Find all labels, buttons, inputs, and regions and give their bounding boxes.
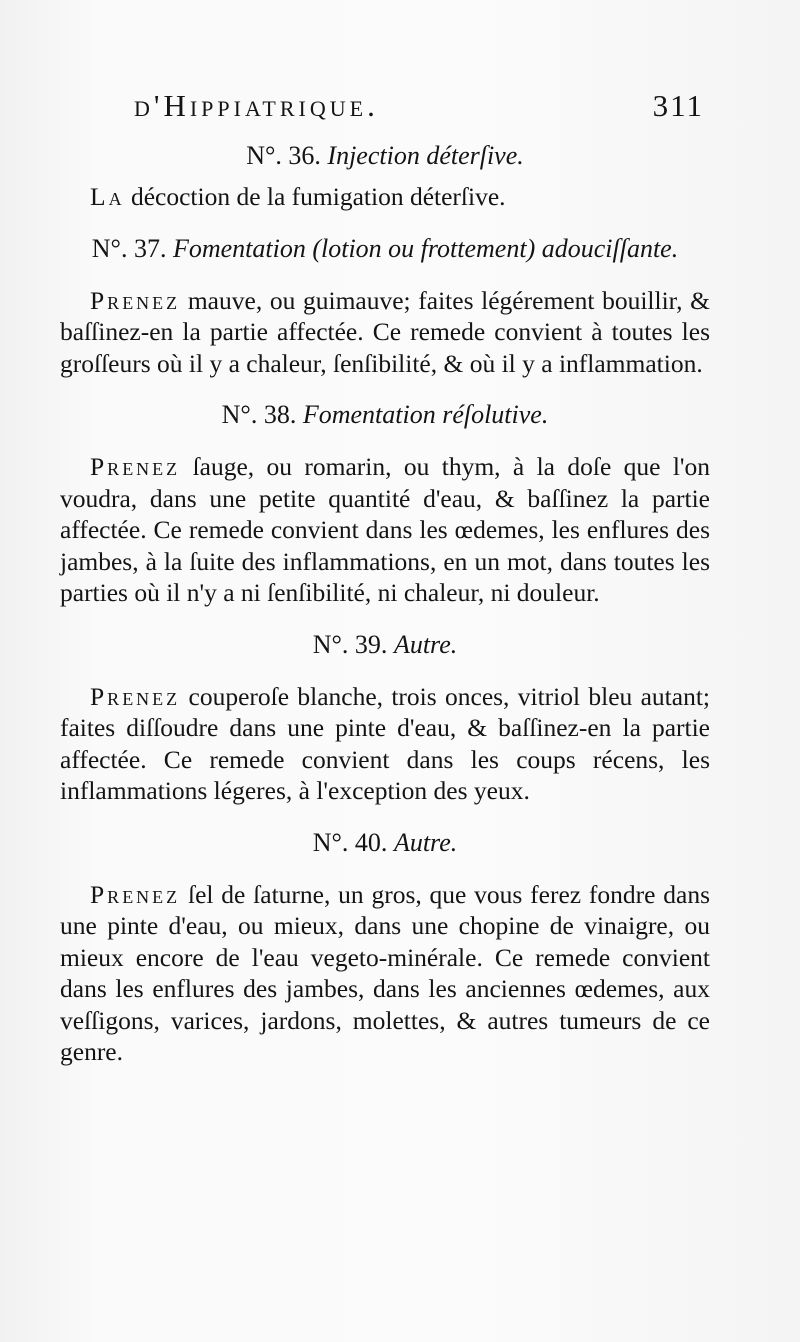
- section-number: N°. 36.: [246, 141, 321, 170]
- running-head: [134, 88, 704, 128]
- section-number: N°. 40.: [312, 827, 388, 857]
- section-number: N°. 37.: [91, 233, 167, 263]
- paragraph-body: ſauge, ou romarin, ou thym, à la doſe que l'on voudra, dans une petite quantité d'eau, & baſſinez la partie affectée. Ce remede convient dans les œdemes, les enflures des jambes, à la ſuite des inflammations, en un mot, dans toutes les parties où il n'y a ni ſenſibilité, ni chaleur, ni douleur.: [60, 452, 711, 607]
- paragraph-lead: Prenez: [90, 681, 181, 711]
- section-heading-36: [60, 140, 710, 172]
- section-title: Fomentation réſolutive.: [302, 400, 549, 429]
- section-paragraph-38: [60, 451, 710, 609]
- section-paragraph-40: [60, 879, 710, 1068]
- section-paragraph-39: [60, 681, 710, 807]
- running-head-title: d'Hippiatrique.: [134, 88, 379, 123]
- paragraph-lead: Prenez: [90, 452, 181, 481]
- section-paragraph-36: [60, 181, 710, 213]
- paragraph-lead: La: [90, 182, 125, 211]
- section-title: Fomentation (lotion ou frottement) adouciſſante.: [172, 233, 679, 263]
- paragraph-body: ſel de ſaturne, un gros, que vous ferez fondre dans une pinte d'eau, ou mieux, dans une chopine de vinaigre, ou mieux encore de l'eau vegeto-minérale. Ce remede convient dans les enflures des jambes, dans les anciennes œdemes, aux veſſigons, varices, jardons, molettes, & autres tumeurs de ce genre.: [60, 879, 710, 1066]
- section-number: N°. 38.: [221, 400, 297, 429]
- paragraph-lead: Prenez: [90, 879, 181, 909]
- paragraph-body: décoction de la fumigation déterſive.: [130, 182, 506, 211]
- text-block: [60, 140, 710, 1068]
- section-title: Autre.: [393, 629, 458, 659]
- paragraph-body: mauve, ou guimauve; faites légérement bouillir, & baſſinez-en la partie affectée. Ce remede convient à toutes les groſſeurs où il y a chaleur, ſenſibilité, & où il y a inflammation.: [60, 285, 710, 378]
- section-title: Autre.: [393, 827, 458, 857]
- section-heading-37: [60, 233, 710, 265]
- page-number: 311: [652, 88, 704, 123]
- section-heading-40: [60, 827, 710, 859]
- section-heading-39: [60, 629, 710, 661]
- section-heading-38: [60, 399, 710, 431]
- section-paragraph-37: [60, 285, 710, 380]
- paragraph-lead: Prenez: [90, 285, 181, 315]
- paragraph-body: couperoſe blanche, trois onces, vitriol bleu autant; faites diſſoudre dans une pinte d'eau, & baſſinez-en la partie affectée. Ce remede convient dans les coups récens, les inflammations légeres, à l'exception des yeux.: [60, 681, 711, 805]
- section-number: N°. 39.: [312, 629, 388, 659]
- section-title: Injection déterſive.: [327, 141, 524, 170]
